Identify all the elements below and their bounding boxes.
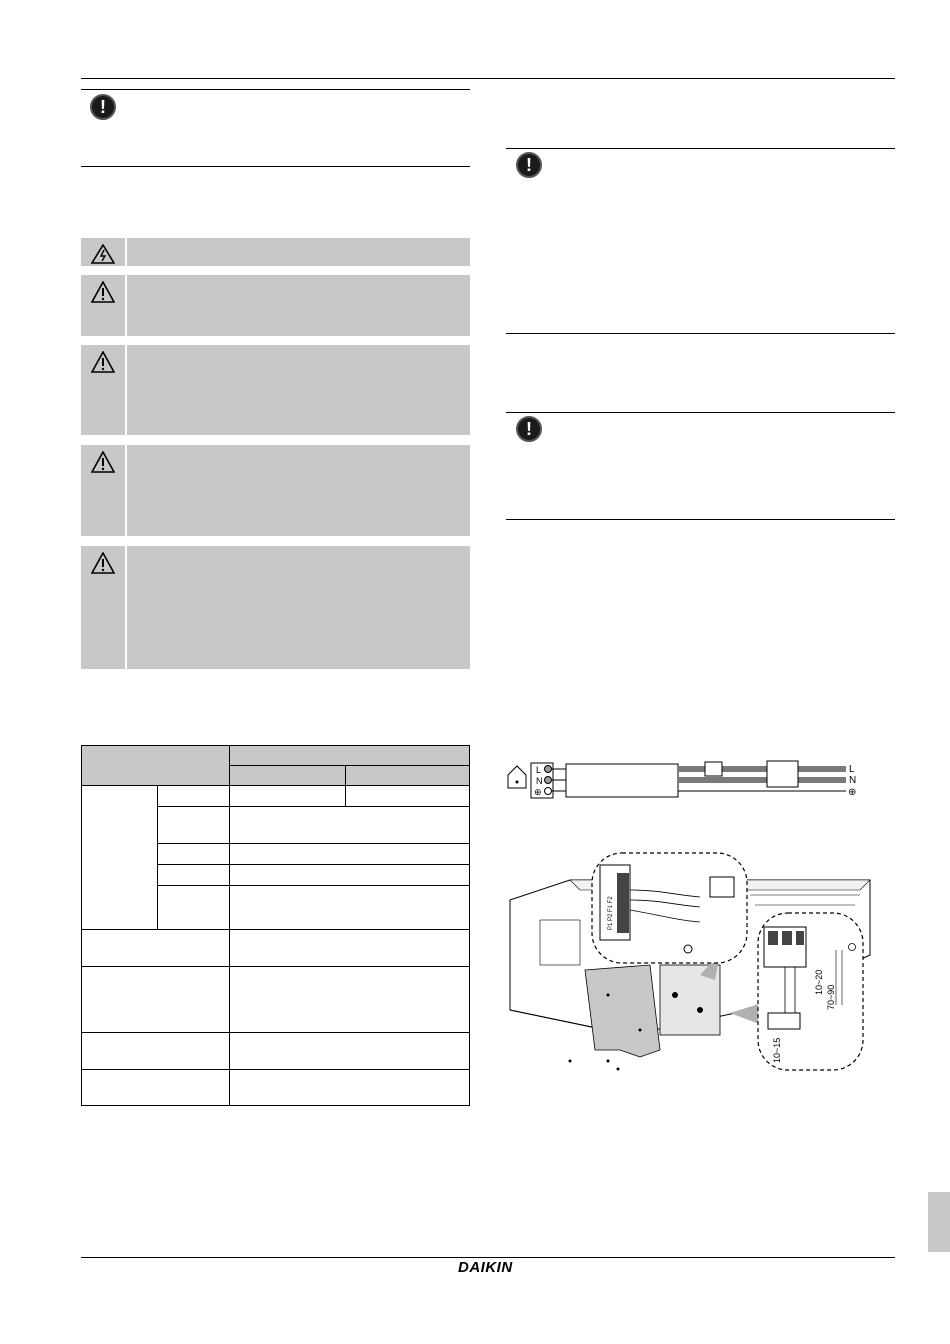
notice-exclamation-icon: ! [516,416,542,442]
table-row [82,930,230,967]
warning-box-2 [81,345,470,435]
table-row [346,786,469,807]
notice-top-rule [81,89,470,90]
table-row [158,844,230,865]
notice-exclamation-icon: ! [516,152,542,178]
brand-logo: DAIKIN [458,1259,513,1276]
warning-triangle-icon [91,552,115,574]
line-label-earth: ⊕ [848,787,857,798]
terminal-label-earth: ⊕ [534,787,542,797]
power-supply-diagram [500,755,870,805]
table-header-cell [346,766,469,786]
dimension-label: 10~15 [772,1037,782,1063]
terminal-label-n: N [536,776,543,786]
table-row [230,844,469,865]
warning-box-3 [81,445,470,536]
table-row [82,1070,230,1105]
table-row [230,886,469,930]
table-row [82,967,230,1033]
electric-warning-box [81,238,470,266]
electric-shock-warning-icon [91,244,115,264]
header-rule [81,78,895,79]
terminal-label-l: L [536,765,542,775]
table-row [158,886,230,930]
warning-triangle-icon [91,451,115,473]
footer-rule [81,1257,895,1258]
warning-box-4 [81,546,470,669]
notice-exclamation-icon: ! [90,94,116,120]
table-group-cell [82,786,158,930]
dimension-label: 70~90 [826,984,836,1010]
chapter-tab [928,1192,950,1252]
notice-bottom-rule [81,166,470,167]
notice-bottom-rule [506,519,895,520]
table-row [230,930,469,967]
warning-box-1 [81,275,470,336]
table-row [230,786,346,807]
wiring-spec-table [81,745,470,1106]
table-row [230,807,469,844]
table-row [230,1070,469,1105]
table-row [230,967,469,1033]
table-row [230,1033,469,1070]
table-row [230,865,469,886]
terminal-strip-label: P1 P2 F1 F2 [608,896,614,930]
unit-wiring-illustration [500,835,895,1085]
line-label-l: L [849,764,855,775]
warning-triangle-icon [91,281,115,303]
line-label-n: N [849,775,857,786]
dimension-label: 10~20 [814,969,824,995]
notice-bottom-rule [506,333,895,334]
table-row [82,1033,230,1070]
warning-triangle-icon [91,351,115,373]
notice-top-rule [506,148,895,149]
table-row [158,807,230,844]
table-row [158,786,230,807]
table-header-cell [82,746,230,786]
table-header-cell [230,746,469,766]
table-row [158,865,230,886]
notice-top-rule [506,412,895,413]
table-header-cell [230,766,346,786]
